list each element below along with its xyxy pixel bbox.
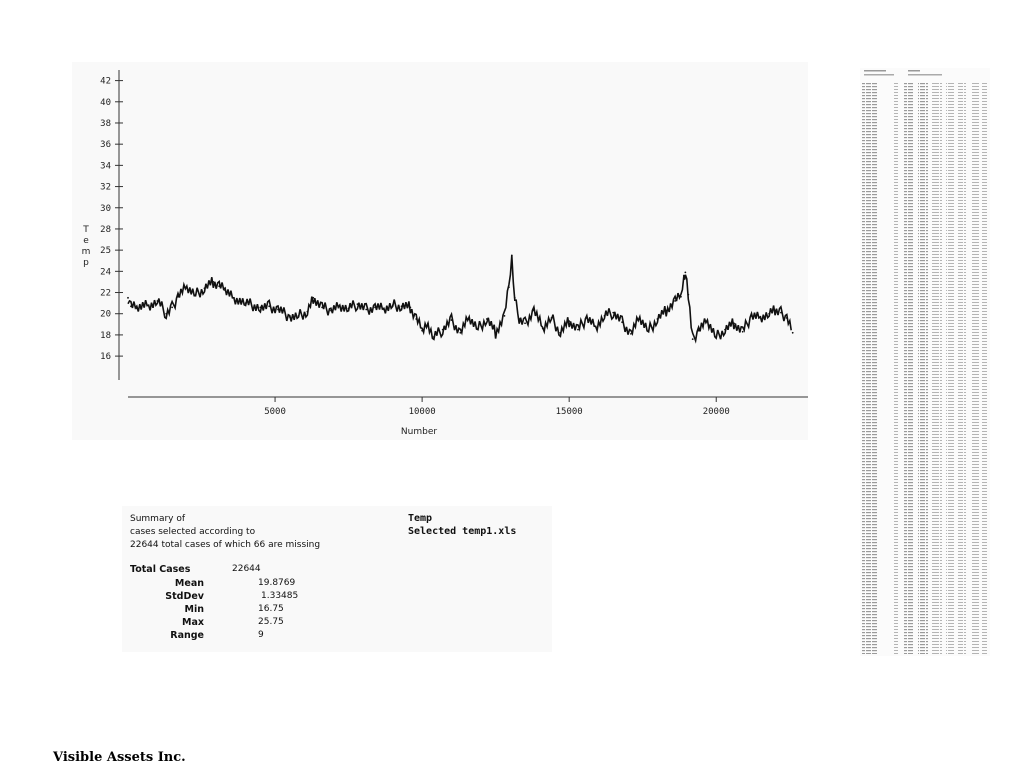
series-point (401, 305, 403, 307)
summary-selection: Selected temp1.xls (408, 526, 517, 537)
y-axis-title-letter: m (81, 247, 91, 257)
y-axis-title (82, 225, 91, 268)
series-point (665, 310, 667, 312)
y-tick-label: 30 (100, 203, 111, 214)
series-point (568, 320, 570, 322)
series-point (698, 330, 700, 332)
x-tick-label: 15000 (555, 407, 583, 417)
stat-value: 1.33485 (261, 591, 299, 601)
series-point (648, 330, 650, 332)
series-point (307, 311, 309, 313)
series-point (759, 316, 761, 318)
series-point (177, 296, 179, 298)
series-point (348, 308, 350, 310)
series-line (128, 255, 791, 340)
series-point (612, 312, 614, 314)
stat-row-range (122, 630, 322, 642)
series-point (415, 318, 417, 320)
series-point (374, 306, 376, 308)
y-axis-title-letter: T (83, 225, 89, 235)
series-point (339, 304, 341, 306)
series-point (392, 304, 394, 306)
series-point (630, 333, 632, 335)
y-tick-label: 18 (100, 330, 111, 341)
series-point (195, 294, 197, 296)
series-point (277, 309, 279, 311)
series-point (218, 285, 220, 287)
series-point (298, 315, 300, 317)
series-point (136, 308, 138, 310)
series-point (127, 297, 129, 299)
y-tick-label: 28 (100, 224, 111, 235)
series-point (715, 336, 717, 338)
series-point (486, 318, 488, 320)
series-point (551, 317, 553, 319)
series-point (365, 309, 367, 311)
y-tick-label: 20 (100, 309, 111, 320)
summary-variable: Temp (408, 513, 433, 524)
series-point (595, 326, 597, 328)
series-point (165, 313, 167, 315)
stat-value: 22644 (232, 564, 261, 574)
y-tick-label: 40 (100, 97, 111, 108)
series-point (330, 310, 332, 312)
series-point (186, 286, 188, 288)
series-point (409, 306, 411, 308)
summary-criteria: cases selected according to (130, 527, 256, 537)
series-point (742, 331, 744, 333)
stat-row-stddev (122, 591, 322, 603)
series-point (577, 329, 579, 331)
series-point (148, 304, 150, 306)
series-point (657, 318, 659, 320)
series-point (774, 310, 776, 312)
stat-label: Mean (174, 578, 204, 589)
series-point (259, 306, 261, 308)
y-tick-label: 42 (100, 76, 111, 87)
series-point (312, 297, 314, 299)
stat-value: 16.75 (258, 604, 284, 614)
data-listing-texture (860, 68, 990, 656)
stat-row-mean (122, 578, 322, 590)
y-tick-label: 22 (100, 288, 111, 299)
x-tick-label: 10000 (408, 407, 436, 417)
stat-label: Min (184, 604, 204, 615)
series-point (751, 315, 753, 317)
series-point (687, 294, 689, 296)
series-point (683, 275, 685, 277)
series-point (733, 322, 735, 324)
series-point (233, 297, 235, 299)
y-tick-label: 32 (100, 182, 111, 193)
stat-value: 25.75 (258, 617, 284, 627)
series-point (639, 317, 641, 319)
summary-panel (122, 506, 552, 652)
series-point (524, 322, 526, 324)
series-point (684, 271, 686, 273)
series-point (204, 287, 206, 289)
x-tick-label: 20000 (702, 407, 730, 417)
series-point (459, 332, 461, 334)
data-listing-thumbnail (860, 68, 990, 656)
series-point (421, 330, 423, 332)
series-point (321, 306, 323, 308)
series-point (511, 255, 513, 257)
y-tick-label: 36 (100, 140, 111, 151)
y-tick-label: 34 (100, 161, 111, 172)
series-point (604, 315, 606, 317)
y-axis-title-letter: e (83, 236, 89, 246)
series-point (792, 332, 794, 334)
series-point (621, 321, 623, 323)
stat-row-max (122, 617, 322, 629)
y-tick-label: 38 (100, 118, 111, 129)
series-point (451, 319, 453, 321)
series-point (357, 303, 359, 305)
series-point (433, 336, 435, 338)
series-point (674, 300, 676, 302)
stat-row-total-cases (122, 564, 322, 576)
series-point (780, 312, 782, 314)
x-axis-title: Number (400, 427, 438, 437)
series-point (477, 328, 479, 330)
series-point (289, 316, 291, 318)
footer-company-name: Visible Assets Inc. (53, 750, 186, 765)
series-point (157, 300, 159, 302)
series-point (427, 322, 429, 324)
series-point (786, 317, 788, 319)
series-point (508, 286, 510, 288)
series-point (171, 306, 173, 308)
y-axis-title-letter: p (83, 258, 89, 268)
stat-label: Max (182, 617, 204, 628)
chart-canvas (72, 62, 808, 440)
y-tick-label: 25 (100, 246, 111, 257)
series-point (224, 290, 226, 292)
series-point (212, 281, 214, 283)
series-point (514, 297, 516, 299)
stat-label: StdDev (165, 591, 204, 602)
series-point (768, 313, 770, 315)
series-point (383, 309, 385, 311)
series-point (533, 310, 535, 312)
series-point (692, 338, 694, 340)
series-point (495, 332, 497, 334)
y-tick-label: 24 (100, 267, 111, 278)
stat-label: Range (170, 630, 204, 641)
series-point (680, 296, 682, 298)
series-point (542, 328, 544, 330)
series-point (245, 302, 247, 304)
y-axis (100, 70, 123, 380)
series-point (268, 305, 270, 307)
series-layer (127, 255, 794, 341)
stat-value: 9 (258, 630, 264, 640)
stat-row-min (122, 604, 322, 616)
series-point (724, 329, 726, 331)
x-axis (128, 397, 808, 417)
series-point (504, 315, 506, 317)
stat-label: Total Cases (130, 564, 191, 575)
series-point (586, 317, 588, 319)
summary-heading: Summary of (130, 514, 186, 524)
series-point (130, 305, 132, 307)
series-point (559, 332, 561, 334)
temperature-chart (72, 62, 808, 440)
series-point (468, 317, 470, 319)
stat-value: 19.8769 (258, 578, 296, 588)
series-point (442, 329, 444, 331)
series-point (518, 318, 520, 320)
x-tick-label: 5000 (264, 407, 286, 417)
summary-case-count: 22644 total cases of which 66 are missing (130, 540, 321, 550)
y-tick-label: 16 (100, 352, 111, 363)
series-point (707, 320, 709, 322)
